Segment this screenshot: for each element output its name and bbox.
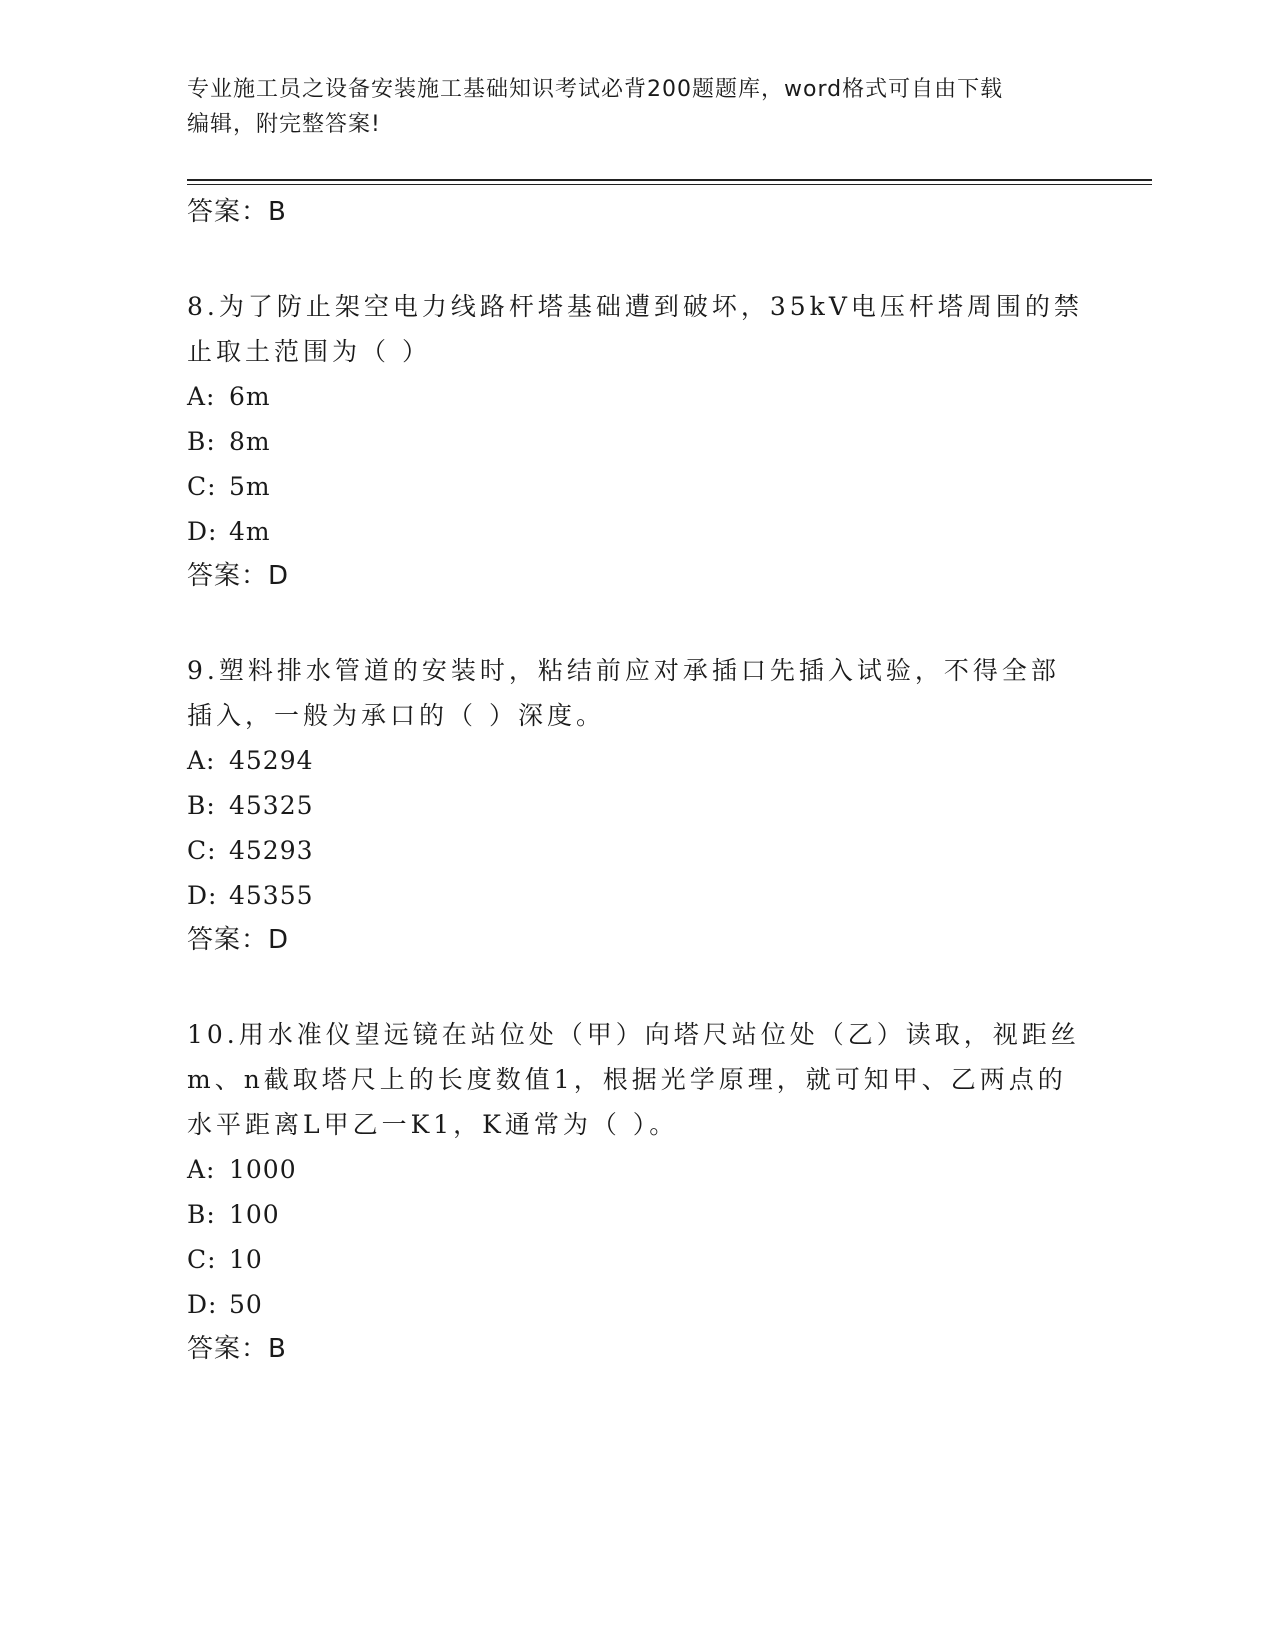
- stem-line: 9.塑料排水管道的安装时，粘结前应对承插口先插入试验，不得全部: [187, 656, 1060, 685]
- option-b: [187, 783, 1087, 828]
- option-text: 45355: [229, 881, 314, 910]
- spacer: [187, 599, 1087, 648]
- spacer: [187, 963, 1087, 1012]
- option-a: [187, 738, 1087, 783]
- option-a: [187, 1147, 1087, 1192]
- option-d: [187, 873, 1087, 918]
- header-divider-thin: [187, 184, 1152, 185]
- stem-line: 8.为了防止架空电力线路杆塔基础遭到破坏，35kV电压杆塔周围的禁: [187, 292, 1083, 321]
- option-letter: A:: [187, 382, 216, 411]
- option-letter: D:: [187, 1290, 218, 1319]
- option-text: 45325: [229, 791, 314, 820]
- question-stem: [187, 284, 1087, 374]
- answer-line: 答案：B: [187, 1334, 287, 1364]
- option-letter: B:: [187, 791, 216, 820]
- answer-line: 答案：D: [187, 561, 290, 591]
- question-10: [187, 1012, 1087, 1372]
- question-9: [187, 648, 1087, 963]
- spacer: [187, 235, 1087, 284]
- option-text: 10: [229, 1245, 263, 1274]
- option-a: [187, 374, 1087, 419]
- option-c: [187, 464, 1087, 509]
- option-text: 8m: [229, 427, 271, 456]
- option-c: [187, 828, 1087, 873]
- stem-line: m、n截取塔尺上的长度数值1，根据光学原理，就可知甲、乙两点的: [187, 1065, 1067, 1094]
- question-stem: [187, 1012, 1087, 1147]
- option-text: 4m: [229, 517, 271, 546]
- option-letter: C:: [187, 472, 217, 501]
- option-letter: C:: [187, 836, 217, 865]
- option-letter: A:: [187, 746, 216, 775]
- option-c: [187, 1237, 1087, 1282]
- option-b: [187, 1192, 1087, 1237]
- option-letter: D:: [187, 881, 218, 910]
- option-text: 1000: [229, 1155, 297, 1184]
- answer-line: 答案：D: [187, 925, 290, 955]
- option-letter: B:: [187, 427, 216, 456]
- option-text: 5m: [229, 472, 271, 501]
- header-title-line-1: 专业施工员之设备安装施工基础知识考试必背200题题库，word格式可自由下载: [187, 77, 1004, 102]
- stem-line: 止取土范围为（ ）: [187, 337, 431, 366]
- question-8: [187, 284, 1087, 599]
- option-letter: D:: [187, 517, 218, 546]
- option-d: [187, 1282, 1087, 1327]
- option-text: 50: [229, 1290, 263, 1319]
- option-letter: A:: [187, 1155, 216, 1184]
- document-header: [187, 72, 1087, 142]
- option-b: [187, 419, 1087, 464]
- header-title-line-2: 编辑，附完整答案!: [187, 112, 381, 137]
- option-text: 6m: [229, 382, 271, 411]
- question-list: [187, 190, 1087, 1372]
- question-stem: [187, 648, 1087, 738]
- previous-answer: 答案：B: [187, 197, 287, 227]
- option-text: 45294: [229, 746, 314, 775]
- option-text: 100: [229, 1200, 280, 1229]
- option-d: [187, 509, 1087, 554]
- stem-line: 水平距离L甲乙一K1，K通常为（ ）。: [187, 1110, 679, 1139]
- stem-line: 10.用水准仪望远镜在站位处（甲）向塔尺站位处（乙）读取，视距丝: [187, 1020, 1080, 1049]
- option-text: 45293: [229, 836, 314, 865]
- option-letter: C:: [187, 1245, 217, 1274]
- stem-line: 插入，一般为承口的（ ）深度。: [187, 701, 605, 730]
- header-divider-thick: [187, 179, 1152, 181]
- option-letter: B:: [187, 1200, 216, 1229]
